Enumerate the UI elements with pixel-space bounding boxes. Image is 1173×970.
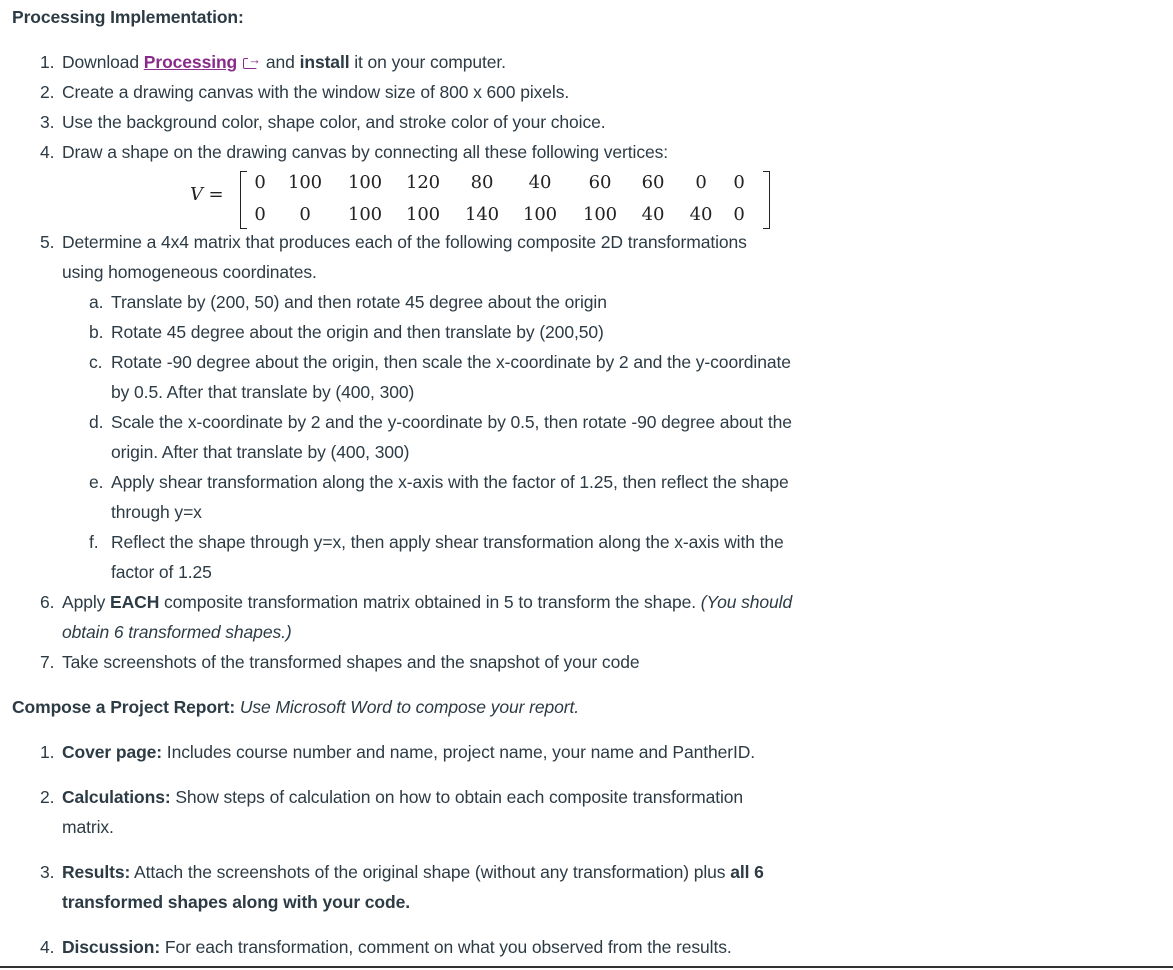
- matrix-cell: 100: [582, 204, 618, 225]
- report-item-calculations: 2. Calculations: Show steps of calculation on how to obtain each composite transformation: [40, 787, 744, 807]
- matrix-cell: 100: [347, 172, 383, 193]
- step-4: 4. Draw a shape on the drawing canvas by connecting all these following vertices:: [40, 142, 669, 162]
- report-item-results-line2: transformed shapes along with your code.: [62, 892, 411, 912]
- matrix-cell: 0: [695, 172, 707, 193]
- step-1: 1. Download Processing→ and install it on your computer.: [0, 47, 1173, 77]
- processing-link[interactable]: Processing: [143, 52, 238, 72]
- substep-c: c. Rotate -90 degree about the origin, then scale the x-coordinate by 2 and the y-coordinate: [89, 352, 791, 372]
- matrix-cell: 100: [405, 204, 441, 225]
- matrix-cell: 0: [733, 204, 745, 225]
- matrix-cell: 120: [405, 172, 441, 193]
- section-heading-processing: Processing Implementation:: [12, 7, 244, 27]
- report-item-calculations-line2: matrix.: [62, 817, 114, 837]
- matrix-cell: 80: [470, 172, 494, 193]
- right-bracket: [763, 171, 770, 229]
- substep-d: origin. After that translate by (400, 300): [111, 442, 410, 462]
- step-6: 6. Apply EACH composite transformation matrix obtained in 5 to transform the shape. (You should: [40, 592, 793, 612]
- step-6-line2: obtain 6 transformed shapes.): [62, 622, 292, 642]
- report-item-discussion: 4. Discussion: For each transformation, comment on what you observed from the results.: [40, 937, 732, 957]
- step-7: 7. Take screenshots of the transformed shapes and the snapshot of your code: [40, 652, 640, 672]
- step-5-line2: using homogeneous coordinates.: [62, 262, 317, 282]
- bottom-divider: [0, 966, 1173, 968]
- report-item-results: 3. Results: Attach the screenshots of the original shape (without any transformation) plus all 6: [40, 862, 764, 882]
- matrix-cell: 0: [733, 172, 745, 193]
- matrix-cell: 100: [287, 172, 323, 193]
- matrix-cell: 100: [347, 204, 383, 225]
- step-5: 5. Determine a 4x4 matrix that produces each of the following composite 2D transformations: [40, 232, 747, 252]
- step-2: 2. Create a drawing canvas with the window size of 800 x 600 pixels.: [40, 82, 570, 102]
- substep-e: through y=x: [111, 502, 202, 522]
- section-heading-report: Compose a Project Report: Use Microsoft Word to compose your report.: [12, 697, 579, 717]
- matrix-cell: 60: [641, 172, 665, 193]
- matrix-cell: 0: [299, 204, 311, 225]
- step-3: 3. Use the background color, shape color, and stroke color of your choice.: [40, 112, 606, 132]
- external-link-icon: [243, 58, 257, 69]
- substep-f: factor of 1.25: [111, 562, 212, 582]
- matrix-cell: 40: [641, 204, 665, 225]
- vertex-matrix: V = 0 100 100 120 80 40 60 60 0 0 0 0 100 100 140 100 100 40 40 0: [190, 167, 790, 231]
- matrix-cell: 0: [254, 172, 266, 193]
- matrix-cell: 100: [522, 204, 558, 225]
- substep-e: e. Apply shear transformation along the x-axis with the factor of 1.25, then reflect the shape: [89, 472, 789, 492]
- substep-d: d. Scale the x-coordinate by 2 and the y-coordinate by 0.5, then rotate -90 degree about the: [89, 412, 792, 432]
- matrix-cell: 0: [254, 204, 266, 225]
- matrix-cell: 40: [528, 172, 552, 193]
- matrix-cell: 140: [464, 204, 500, 225]
- substep-b: b. Rotate 45 degree about the origin and then translate by (200,50): [89, 322, 604, 342]
- report-item-cover: 1. Cover page: Includes course number and name, project name, your name and PantherID.: [40, 742, 756, 762]
- substep-f: f. Reflect the shape through y=x, then apply shear transformation along the x-axis with the: [89, 532, 784, 552]
- matrix-cell: 60: [588, 172, 612, 193]
- substep-c: by 0.5. After that translate by (400, 300): [111, 382, 415, 402]
- substep-a: a. Translate by (200, 50) and then rotate 45 degree about the origin: [89, 292, 607, 312]
- matrix-cell: 40: [689, 204, 713, 225]
